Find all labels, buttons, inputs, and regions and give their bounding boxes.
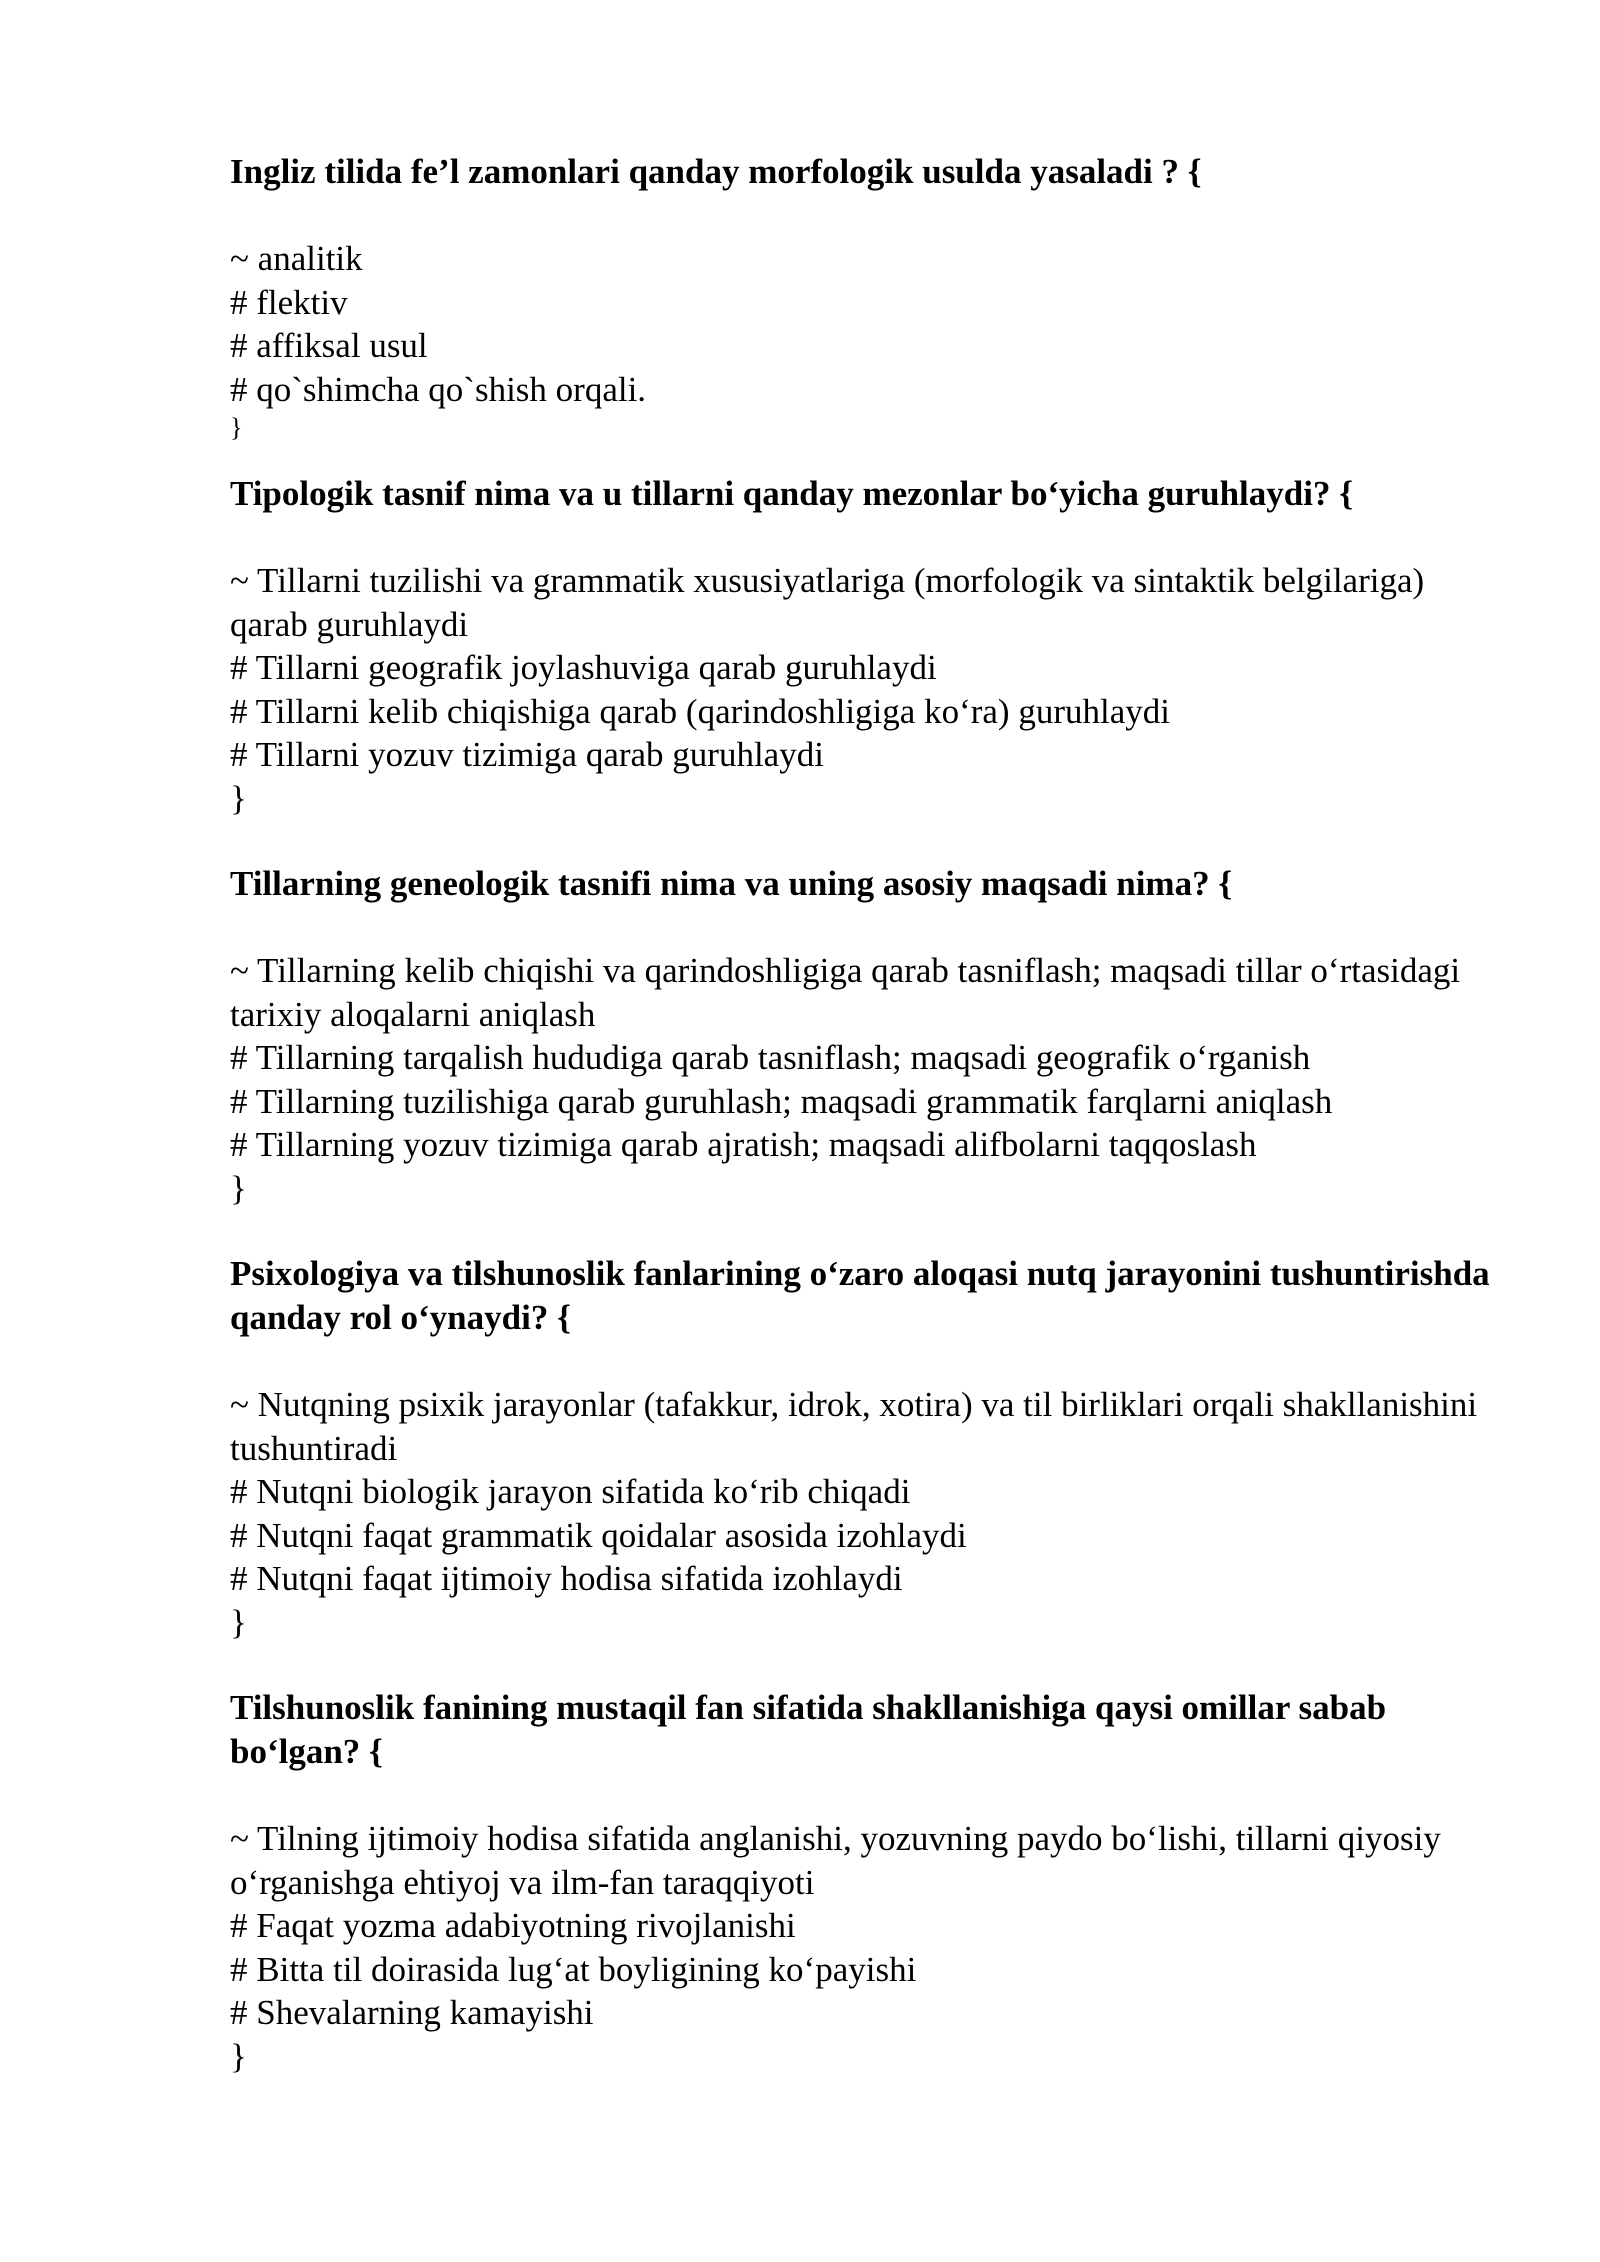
options-list xyxy=(230,1383,1500,1644)
option: # Nutqni biologik jarayon sifatida ko‘rib chiqadi xyxy=(230,1472,911,1511)
closing-brace: } xyxy=(230,413,243,442)
option: # Tillarni geografik joylashuviga qarab guruhlaydi xyxy=(230,648,937,687)
option: # affiksal usul xyxy=(230,326,428,365)
question-text: Ingliz tilida fe’l zamonlari qanday morfologik usulda yasaladi ? { xyxy=(230,152,1202,191)
option: # Tillarning tuzilishiga qarab guruhlash; maqsadi grammatik farqlarni aniqlash xyxy=(230,1081,1333,1121)
question-block xyxy=(230,1252,1500,1644)
question-block xyxy=(230,472,1500,820)
question-block xyxy=(230,862,1500,1210)
option-correct: ~ Tillarning kelib chiqishi va qarindoshligiga qarab tasniflash; maqsadi tillar o‘rtasidagi tarixiy aloqalarni aniqlash xyxy=(230,951,1461,1034)
question-text: Tillarning geneologik tasnifi nima va uning asosiy maqsadi nima? { xyxy=(230,864,1233,903)
question-text: Psixologiya va tilshunoslik fanlarining o‘zaro aloqasi nutq jarayonini tushuntirishda qanday rol o‘ynaydi? { xyxy=(230,1254,1490,1337)
option: # Tillarning yozuv tizimiga qarab ajratish; maqsadi alifbolarni taqqoslash xyxy=(230,1125,1257,1164)
option: # Nutqni faqat grammatik qoidalar asosida izohlaydi xyxy=(230,1515,967,1555)
option: # Tillarni yozuv tizimiga qarab guruhlaydi xyxy=(230,735,824,774)
option: # Faqat yozma adabiyotning rivojlanishi xyxy=(230,1906,796,1945)
option: # Tillarni kelib chiqishiga qarab (qarindoshligiga ko‘ra) guruhlaydi xyxy=(230,691,1170,731)
question-block xyxy=(230,1686,1500,2078)
closing-brace: } xyxy=(230,2036,247,2076)
option: # Tillarning tarqalish hududiga qarab tasniflash; maqsadi geografik o‘rganish xyxy=(230,1038,1311,1077)
option-correct: ~ Tilning ijtimoiy hodisa sifatida anglanishi, yozuvning paydo bo‘lishi, tillarni qiyosiy o‘rganishga ehtiyoj va ilm-fan taraqqiyoti xyxy=(230,1819,1441,1902)
option-correct: ~ Nutqning psixik jarayonlar (tafakkur, idrok, xotira) va til birliklari orqali shakllanishini tushuntiradi xyxy=(230,1385,1478,1468)
options-list xyxy=(230,1817,1500,2078)
options-list xyxy=(230,949,1500,1210)
option: # Nutqni faqat ijtimoiy hodisa sifatida izohlaydi xyxy=(230,1559,903,1598)
options-list xyxy=(230,559,1500,820)
closing-brace: } xyxy=(230,1602,247,1642)
option: # Shevalarning kamayishi xyxy=(230,1993,594,2032)
option: # Bitta til doirasida lug‘at boyligining ko‘payishi xyxy=(230,1949,917,1989)
option-correct: ~ analitik xyxy=(230,239,363,278)
option: # qo`shimcha qo`shish orqali. xyxy=(230,369,647,409)
closing-brace: } xyxy=(230,1168,247,1208)
question-text: Tilshunoslik fanining mustaqil fan sifatida shakllanishiga qaysi omillar sabab bo‘lgan? { xyxy=(230,1688,1387,1771)
options-list xyxy=(230,237,1500,445)
option-correct: ~ Tillarni tuzilishi va grammatik xususiyatlariga (morfologik va sintaktik belgilariga) qarab guruhlaydi xyxy=(230,561,1425,644)
question-text: Tipologik tasnif nima va u tillarni qanday mezonlar bo‘yicha guruhlaydi? { xyxy=(230,474,1353,513)
option: # flektiv xyxy=(230,282,348,322)
question-block xyxy=(230,150,1500,445)
closing-brace: } xyxy=(230,778,247,818)
